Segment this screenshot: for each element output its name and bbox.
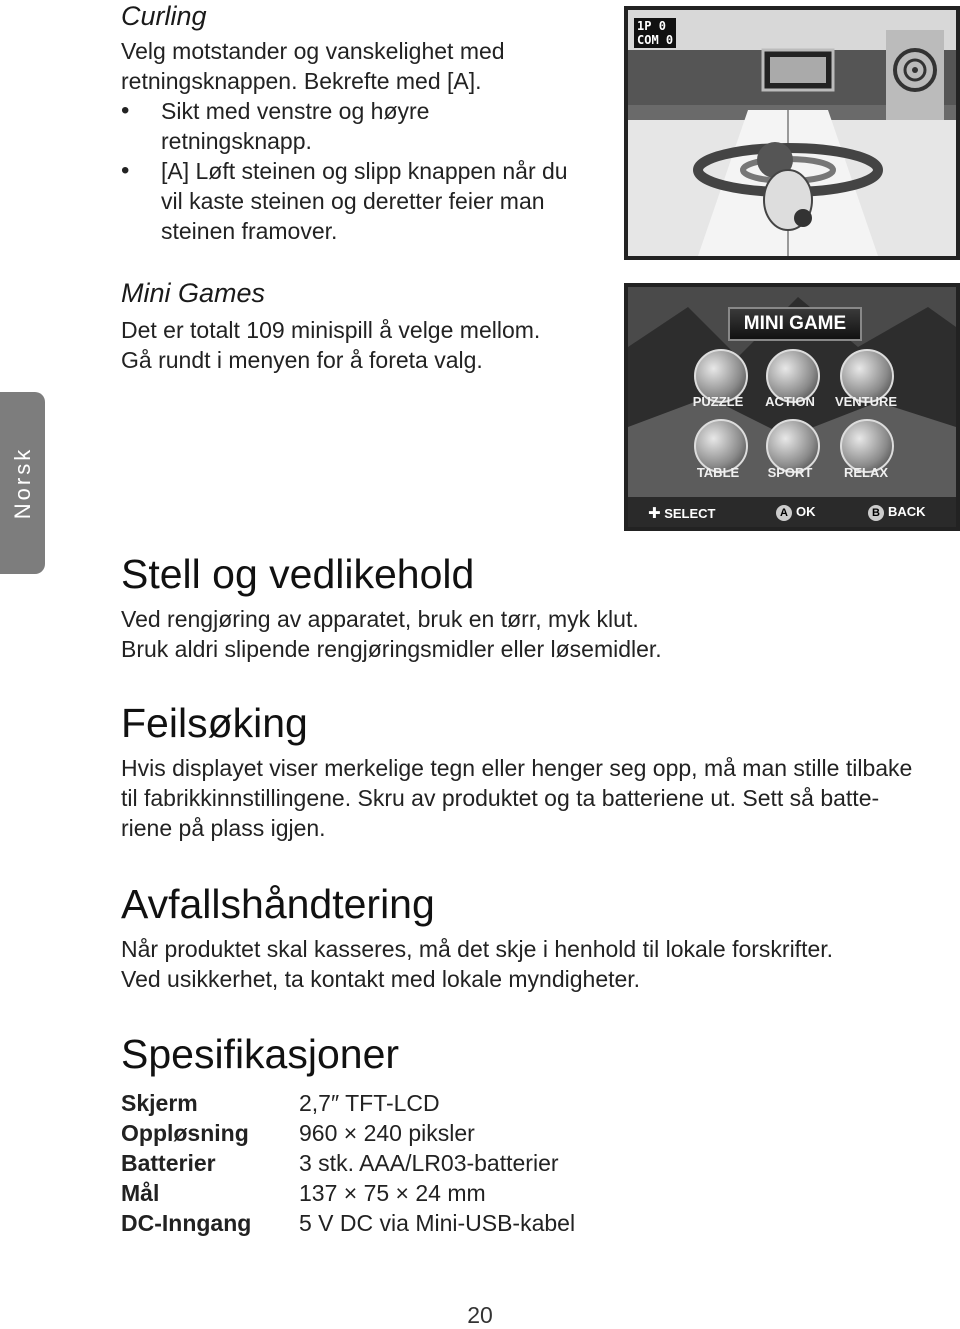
mini-games-heading: Mini Games <box>121 278 266 308</box>
troubleshooting-line: til fabrikkinnstillingene. Skru av produktet og ta batteriene ut. Sett så batte- <box>121 785 880 811</box>
curling-intro <box>121 36 611 96</box>
hud-com-score: 0 <box>665 33 674 47</box>
care-heading: Stell og vedlikehold <box>121 551 475 597</box>
language-side-tab <box>0 392 45 574</box>
menu-item-table[interactable]: TABLE <box>696 465 740 480</box>
spec-key: Batterier <box>121 1150 216 1176</box>
curling-section <box>121 0 611 246</box>
troubleshooting-line: Hvis displayet viser merkelige tegn eller henger seg opp, må man stille tilbake <box>121 755 913 781</box>
menu-item-action[interactable]: ACTION <box>765 394 815 409</box>
troubleshooting-text <box>121 753 951 843</box>
specifications-table <box>121 1088 941 1238</box>
ok-label: OK <box>796 504 816 519</box>
curling-bullet-line: • [A] Løft steinen og slipp knappen når du <box>161 158 568 184</box>
mini-games-line: Gå rundt i menyen for å foreta valg. <box>121 347 483 373</box>
menu-item-venture[interactable]: VENTURE <box>834 394 898 409</box>
spec-key: Skjerm <box>121 1090 198 1116</box>
spec-value: 5 V DC via Mini-USB-kabel <box>299 1210 576 1236</box>
troubleshooting-section <box>121 699 951 843</box>
curling-screenshot <box>624 6 960 260</box>
spec-row <box>121 1148 941 1178</box>
care-line: Bruk aldri slipende rengjøringsmidler eller løsemidler. <box>121 636 662 662</box>
mini-game-screenshot <box>624 283 960 531</box>
disposal-line: Når produktet skal kasseres, må det skje i henhold til lokale forskrifter. <box>121 936 834 962</box>
curling-intro-line: retningsknappen. Bekrefte med [A]. <box>121 68 482 94</box>
care-text <box>121 604 941 664</box>
curling-bullet-line: retningsknapp. <box>161 128 312 154</box>
dpad-icon: ✚ <box>648 505 661 522</box>
curling-hud <box>634 18 676 48</box>
curling-heading: Curling <box>121 1 207 31</box>
hud-com-row <box>637 33 673 47</box>
curling-bullet <box>121 96 611 156</box>
spec-row <box>121 1178 941 1208</box>
back-label: BACK <box>888 504 926 519</box>
menu-item-relax[interactable]: RELAX <box>843 465 889 480</box>
mini-game-button-bar <box>628 497 956 527</box>
page-number: 20 <box>467 1302 493 1328</box>
specifications-section <box>121 1030 941 1238</box>
curling-bullet-line: • Sikt med venstre og høyre <box>161 98 430 124</box>
curling-bullet-list <box>121 96 611 246</box>
curling-intro-line: Velg motstander og vanskelighet med <box>121 38 505 64</box>
select-label: SELECT <box>664 506 716 521</box>
disposal-text <box>121 934 941 994</box>
menu-item-sport[interactable]: SPORT <box>767 465 813 480</box>
hud-1p-score: 0 <box>658 19 666 33</box>
curling-bullet-line: steinen framover. <box>161 218 338 244</box>
disposal-section <box>121 880 941 994</box>
spec-value: 3 stk. AAA/LR03-batterier <box>299 1150 559 1176</box>
hud-1p-label: 1P <box>637 19 652 33</box>
hud-com-label: COM <box>637 33 659 47</box>
disposal-line: Ved usikkerhet, ta kontakt med lokale myndigheter. <box>121 966 641 992</box>
spec-row <box>121 1118 941 1148</box>
back-hint <box>868 504 926 521</box>
spec-value: 137 × 75 × 24 mm <box>299 1180 486 1206</box>
specifications-heading: Spesifikasjoner <box>121 1031 400 1077</box>
spec-value: 2,7″ TFT-LCD <box>299 1090 440 1116</box>
spec-row <box>121 1088 941 1118</box>
b-button-icon: B <box>868 505 884 521</box>
care-line: Ved rengjøring av apparatet, bruk en tørr, myk klut. <box>121 606 639 632</box>
mini-games-section <box>121 277 611 375</box>
menu-item-puzzle[interactable]: PUZZLE <box>692 394 744 409</box>
hud-player-row <box>637 19 673 33</box>
troubleshooting-heading: Feilsøking <box>121 700 308 746</box>
mini-game-title: MINI GAME <box>728 307 862 341</box>
troubleshooting-line: riene på plass igjen. <box>121 815 326 841</box>
mini-games-text <box>121 315 611 375</box>
select-hint <box>648 504 716 522</box>
curling-bullet-line: vil kaste steinen og deretter feier man <box>161 188 545 214</box>
a-button-icon: A <box>776 505 792 521</box>
spec-row <box>121 1208 941 1238</box>
spec-key: Oppløsning <box>121 1120 249 1146</box>
ok-hint <box>776 504 816 521</box>
spec-key: DC-Inngang <box>121 1210 252 1236</box>
language-tab-label: Norsk <box>9 446 35 520</box>
spec-key: Mål <box>121 1180 160 1206</box>
care-section <box>121 550 941 664</box>
mini-games-line: Det er totalt 109 minispill å velge mellom. <box>121 317 541 343</box>
disposal-heading: Avfallshåndtering <box>121 881 435 927</box>
curling-scene-image <box>628 10 956 256</box>
spec-value: 960 × 240 piksler <box>299 1120 475 1146</box>
curling-bullet <box>121 156 611 246</box>
